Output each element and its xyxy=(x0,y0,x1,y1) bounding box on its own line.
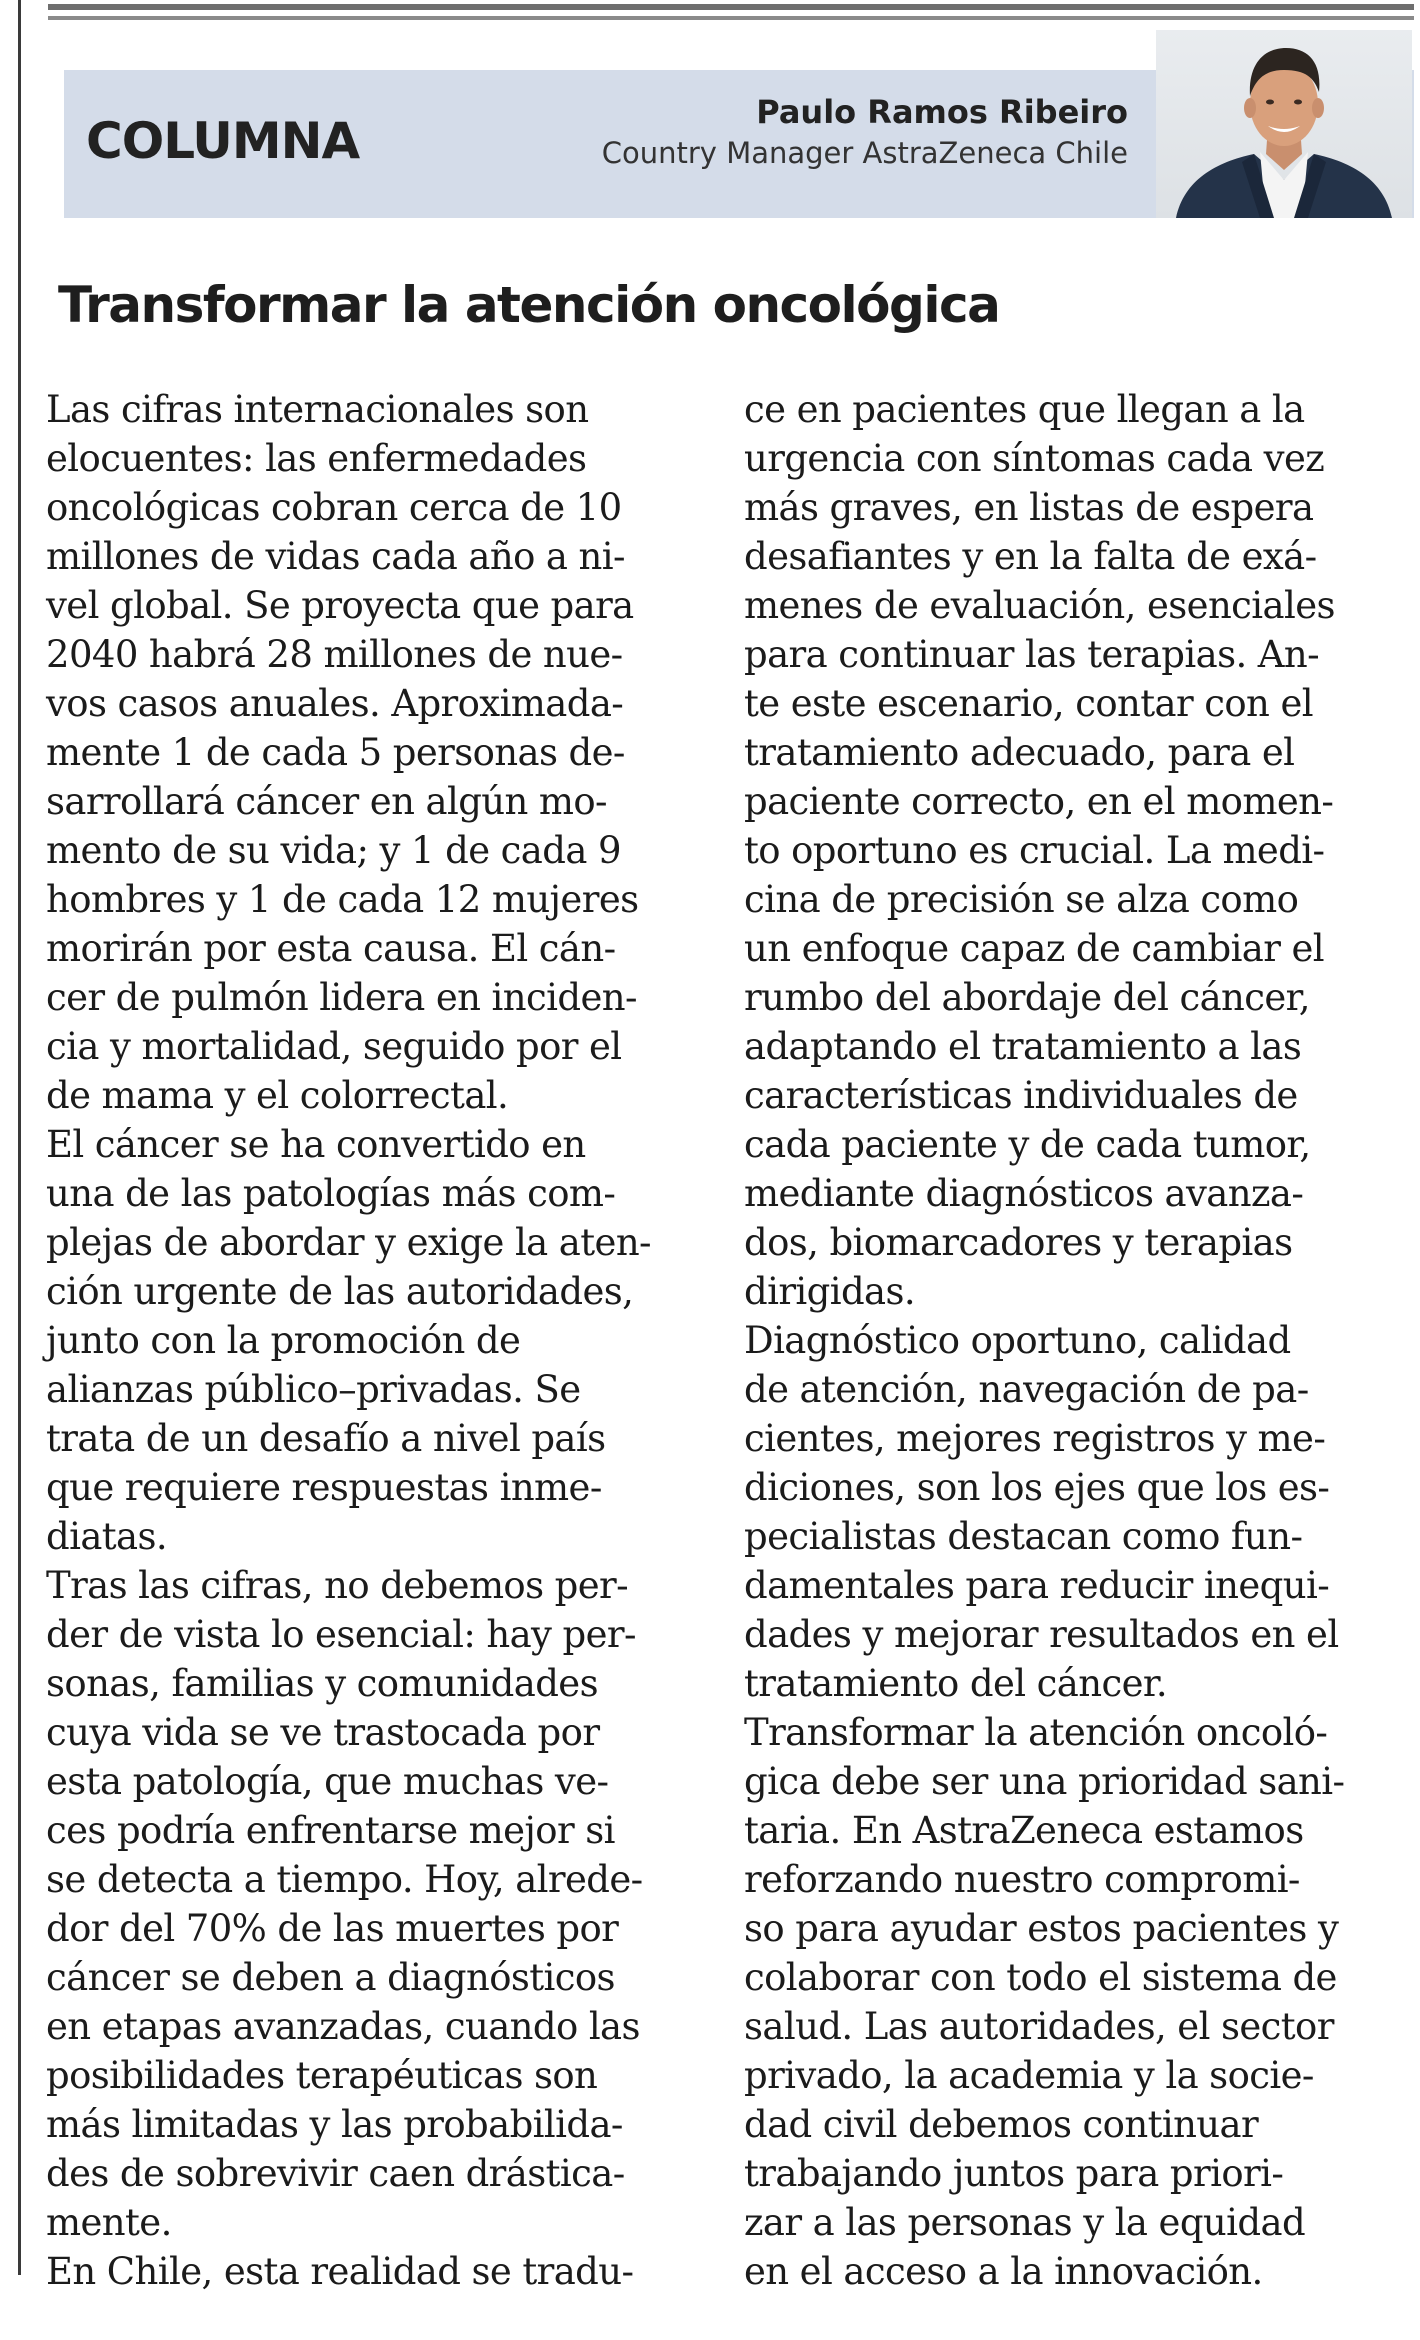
body-text-line: te este escenario, contar con el xyxy=(744,682,1313,725)
article-column-left xyxy=(46,385,736,2296)
body-text-line: pecialistas destacan como fun- xyxy=(744,1515,1303,1558)
body-text-line: mento de su vida; y 1 de cada 9 xyxy=(46,829,621,872)
body-text-line: trabajando juntos para priori- xyxy=(744,2152,1284,2195)
body-text-line: vel global. Se proyecta que para xyxy=(46,584,634,627)
author-portrait-icon xyxy=(1156,30,1412,218)
body-text-line: damentales para reducir inequi- xyxy=(744,1564,1330,1607)
body-text-line: En Chile, esta realidad se tradu- xyxy=(46,2250,634,2293)
body-text-line: trata de un desafío a nivel país xyxy=(46,1417,606,1460)
body-text-line: cuya vida se ve trastocada por xyxy=(46,1711,600,1754)
body-text-line: que requiere respuestas inme- xyxy=(46,1466,602,1509)
body-text-line: cientes, mejores registros y me- xyxy=(744,1417,1326,1460)
body-text-line: más graves, en listas de espera xyxy=(744,486,1314,529)
body-text-line: plejas de abordar y exige la aten- xyxy=(46,1221,651,1264)
body-text-line: dades y mejorar resultados en el xyxy=(744,1613,1339,1656)
body-text-line: junto con la promoción de xyxy=(46,1319,521,1362)
body-text-line: so para ayudar estos pacientes y xyxy=(744,1907,1339,1950)
body-text-line: morirán por esta causa. El cán- xyxy=(46,927,616,970)
left-column-rule xyxy=(18,0,21,2275)
body-text-line: ces podría enfrentarse mejor si xyxy=(46,1809,615,1852)
body-text-line: salud. Las autoridades, el sector xyxy=(744,2005,1334,2048)
author-photo xyxy=(1156,30,1412,218)
body-text-line: diatas. xyxy=(46,1515,168,1558)
body-text-line: alianzas público–privadas. Se xyxy=(46,1368,581,1411)
body-text-line: colaborar con todo el sistema de xyxy=(744,1956,1337,1999)
body-text-line: der de vista lo esencial: hay per- xyxy=(46,1613,636,1656)
body-text-line: cina de precisión se alza como xyxy=(744,878,1299,921)
body-text-line: Tras las cifras, no debemos per- xyxy=(46,1564,629,1607)
article-column-right xyxy=(744,385,1420,2296)
body-text-line: to oportuno es crucial. La medi- xyxy=(744,829,1325,872)
article-headline: Transformar la atención oncológica xyxy=(58,276,1000,334)
body-text-line: dad civil debemos continuar xyxy=(744,2103,1259,2146)
body-text-line: dos, biomarcadores y terapias xyxy=(744,1221,1293,1264)
body-text-line: diciones, son los ejes que los es- xyxy=(744,1466,1330,1509)
body-text-line: elocuentes: las enfermedades xyxy=(46,437,587,480)
body-text-line: cia y mortalidad, seguido por el xyxy=(46,1025,622,1068)
body-text-line: Las cifras internacionales son xyxy=(46,388,589,431)
body-text-line: Transformar la atención oncoló- xyxy=(744,1711,1328,1754)
body-text-line: 2040 habrá 28 millones de nue- xyxy=(46,633,623,676)
body-text-line: de mama y el colorrectal. xyxy=(46,1074,509,1117)
body-text-line: una de las patologías más com- xyxy=(46,1172,616,1215)
body-text-line: millones de vidas cada año a ni- xyxy=(46,535,625,578)
body-text-line: para continuar las terapias. An- xyxy=(744,633,1320,676)
body-text-line: hombres y 1 de cada 12 mujeres xyxy=(46,878,639,921)
body-text-line: ce en pacientes que llegan a la xyxy=(744,388,1305,431)
body-text-line: cada paciente y de cada tumor, xyxy=(744,1123,1311,1166)
body-text-line: Diagnóstico oportuno, calidad xyxy=(744,1319,1291,1362)
body-text-line: mente 1 de cada 5 personas de- xyxy=(46,731,625,774)
body-text-line: zar a las personas y la equidad xyxy=(744,2201,1306,2244)
body-text-line: se detecta a tiempo. Hoy, alrede- xyxy=(46,1858,643,1901)
body-text-line: cáncer se deben a diagnósticos xyxy=(46,1956,615,1999)
body-text-line: ción urgente de las autoridades, xyxy=(46,1270,634,1313)
body-text-line: paciente correcto, en el momen- xyxy=(744,780,1334,823)
top-rule xyxy=(48,4,1414,10)
body-text-line: características individuales de xyxy=(744,1074,1298,1117)
body-text-line: esta patología, que muchas ve- xyxy=(46,1760,609,1803)
body-text-line: en etapas avanzadas, cuando las xyxy=(46,2005,640,2048)
body-text-line: de atención, navegación de pa- xyxy=(744,1368,1309,1411)
body-text-line: sarrollará cáncer en algún mo- xyxy=(46,780,607,823)
body-text-line: mediante diagnósticos avanza- xyxy=(744,1172,1304,1215)
body-text-line: menes de evaluación, esenciales xyxy=(744,584,1335,627)
top-rule-secondary xyxy=(48,16,1414,20)
body-text-line: urgencia con síntomas cada vez xyxy=(744,437,1325,480)
body-text-line: vos casos anuales. Aproximada- xyxy=(46,682,624,725)
body-text-line: El cáncer se ha convertido en xyxy=(46,1123,586,1166)
body-text-line: des de sobrevivir caen drástica- xyxy=(46,2152,625,2195)
body-text-line: adaptando el tratamiento a las xyxy=(744,1025,1302,1068)
body-text-line: tratamiento adecuado, para el xyxy=(744,731,1295,774)
body-text-line: mente. xyxy=(46,2201,172,2244)
body-text-line: un enfoque capaz de cambiar el xyxy=(744,927,1325,970)
body-text-line: dor del 70% de las muertes por xyxy=(46,1907,619,1950)
body-text-line: tratamiento del cáncer. xyxy=(744,1662,1168,1705)
body-text-line: taria. En AstraZeneca estamos xyxy=(744,1809,1304,1852)
body-text-line: dirigidas. xyxy=(744,1270,916,1313)
section-label: COLUMNA xyxy=(86,112,360,170)
body-text-line: gica debe ser una prioridad sani- xyxy=(744,1760,1345,1803)
body-text-line: más limitadas y las probabilida- xyxy=(46,2103,623,2146)
body-text-line: desafiantes y en la falta de exá- xyxy=(744,535,1317,578)
author-name: Paulo Ramos Ribeiro xyxy=(756,93,1128,131)
author-role: Country Manager AstraZeneca Chile xyxy=(601,136,1128,170)
body-text-line: oncológicas cobran cerca de 10 xyxy=(46,486,622,529)
body-text-line: privado, la academia y la socie- xyxy=(744,2054,1314,2097)
body-text-line: en el acceso a la innovación. xyxy=(744,2250,1263,2293)
body-text-line: cer de pulmón lidera en inciden- xyxy=(46,976,637,1019)
body-text-line: posibilidades terapéuticas son xyxy=(46,2054,598,2097)
body-text-line: rumbo del abordaje del cáncer, xyxy=(744,976,1310,1019)
body-text-line: reforzando nuestro compromi- xyxy=(744,1858,1300,1901)
body-text-line: sonas, familias y comunidades xyxy=(46,1662,598,1705)
